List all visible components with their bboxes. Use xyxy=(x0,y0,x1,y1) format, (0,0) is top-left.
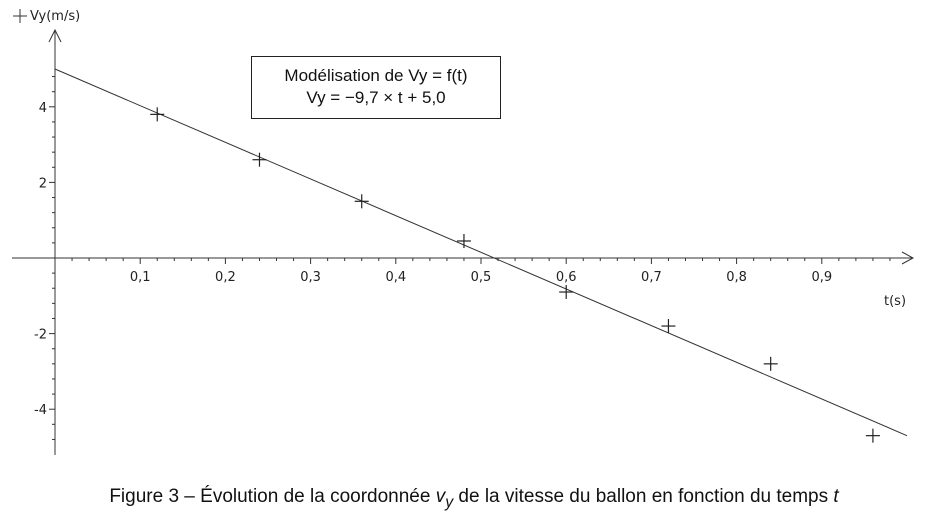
x-tick-label: 0,4 xyxy=(385,270,407,285)
model-title: Modélisation de Vy = f(t) xyxy=(284,66,468,85)
x-tick-label: 0,8 xyxy=(726,270,747,285)
data-point xyxy=(457,234,471,248)
x-tick-label: 0,6 xyxy=(555,270,577,285)
figure-caption xyxy=(0,486,948,512)
y-tick-label: 2 xyxy=(38,176,47,192)
y-tick-label: -4 xyxy=(34,403,47,419)
x-tick-label: 0,7 xyxy=(641,270,662,285)
y-axis-label: Vy(m/s) xyxy=(30,9,81,24)
y-tick-label: -2 xyxy=(34,327,47,343)
model-equation: Vy = −9,7 × t + 5,0 xyxy=(306,88,446,107)
caption-prefix: Figure 3 – Évolution de la coordonnée xyxy=(109,486,436,507)
data-point xyxy=(150,107,164,121)
data-point xyxy=(866,429,880,443)
x-tick-label: 0,3 xyxy=(300,270,321,285)
caption-middle: de la vitesse du ballon en fonction du temps xyxy=(453,486,834,507)
y-tick-label: 4 xyxy=(38,100,47,116)
x-tick-label: 0,1 xyxy=(129,270,151,285)
caption-t: t xyxy=(833,486,839,507)
x-tick-label: 0,2 xyxy=(215,270,236,285)
data-points xyxy=(150,107,880,442)
data-point xyxy=(764,357,778,371)
caption-var: $v_y$ xyxy=(435,486,454,511)
data-point xyxy=(355,194,369,208)
model-box xyxy=(251,56,501,119)
fit-layer xyxy=(55,69,907,436)
x-tick-label: 0,9 xyxy=(811,270,833,285)
fit-line xyxy=(55,69,907,436)
x-axis-label: t(s) xyxy=(884,294,907,309)
x-tick-label: 0,5 xyxy=(470,270,492,285)
